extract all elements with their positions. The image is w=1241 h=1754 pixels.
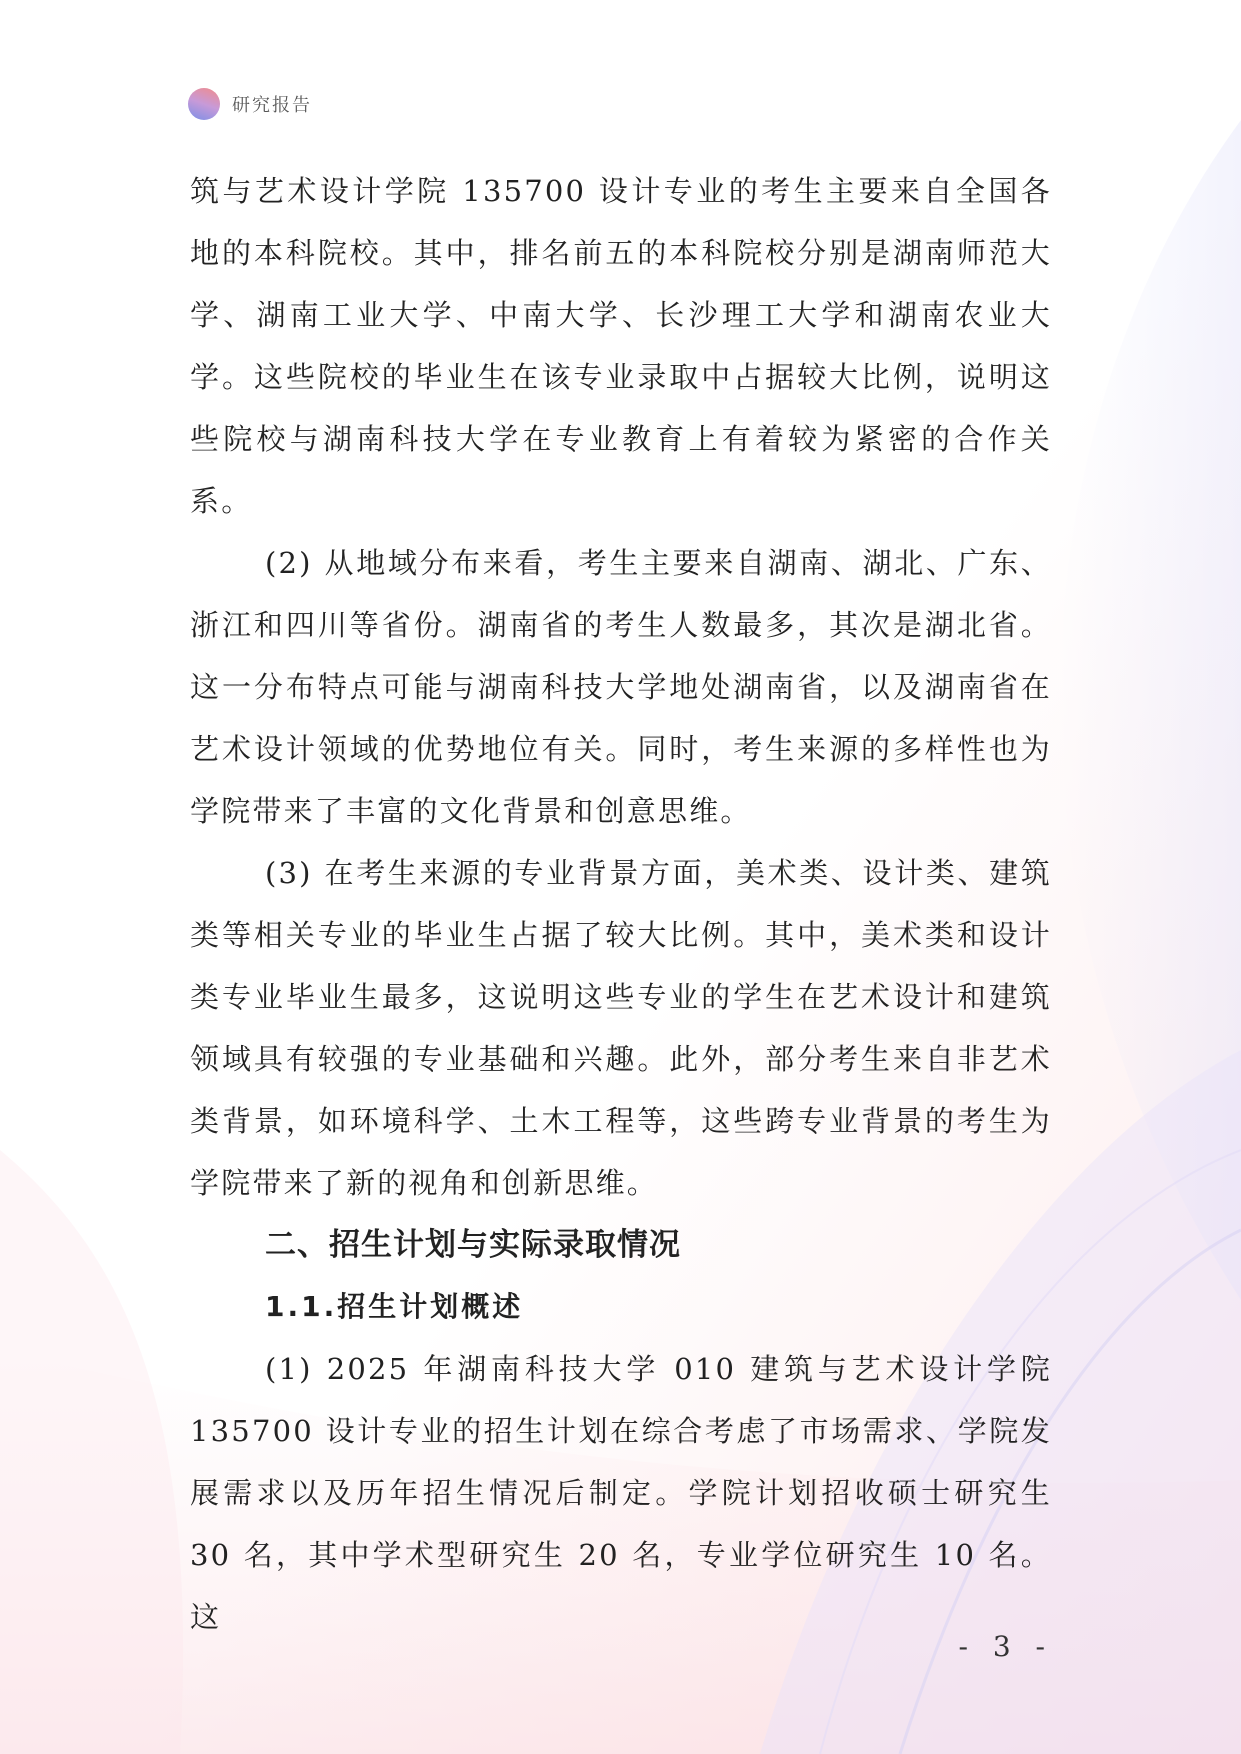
document-body <box>190 160 1052 1648</box>
paragraph-2: (2) 从地域分布来看，考生主要来自湖南、湖北、广东、浙江和四川等省份。湖南省的考生人数最多，其次是湖北省。这一分布特点可能与湖南科技大学地处湖南省，以及湖南省在艺术设计领域的优势地位有关。同时，考生来源的多样性也为学院带来了丰富的文化背景和创意思维。 <box>190 546 1052 828</box>
paragraph-4: (1) 2025 年湖南科技大学 010 建筑与艺术设计学院 135700 设计专业的招生计划在综合考虑了市场需求、学院发展需求以及历年招生情况后制定。学院计划招收硕士研究生 30 名，其中学术型研究生 20 名，专业学位研究生 10 名。这 <box>190 1352 1052 1634</box>
page-number: - 3 - <box>958 1630 1053 1663</box>
header-label: 研究报告 <box>232 95 312 116</box>
paragraph-3: (3) 在考生来源的专业背景方面，美术类、设计类、建筑类等相关专业的毕业生占据了较大比例。其中，美术类和设计类专业毕业生最多，这说明这些专业的学生在艺术设计和建筑领域具有较强的专业基础和兴趣。此外，部分考生来自非艺术类背景，如环境科学、土木工程等，这些跨专业背景的考生为学院带来了新的视角和创新思维。 <box>190 856 1052 1200</box>
section-heading: 二、招生计划与实际录取情况 <box>265 1227 681 1263</box>
paragraph-1: 筑与艺术设计学院 135700 设计专业的考生主要来自全国各地的本科院校。其中，排名前五的本科院校分别是湖南师范大学、湖南工业大学、中南大学、长沙理工大学和湖南农业大学。这些院校的毕业生在该专业录取中占据较大比例，说明这些院校与湖南科技大学在专业教育上有着较为紧密的合作关系。 <box>190 174 1052 518</box>
report-header <box>188 88 312 120</box>
subsection-heading: 1.1.招生计划概述 <box>265 1290 524 1323</box>
header-logo-icon <box>188 88 220 120</box>
